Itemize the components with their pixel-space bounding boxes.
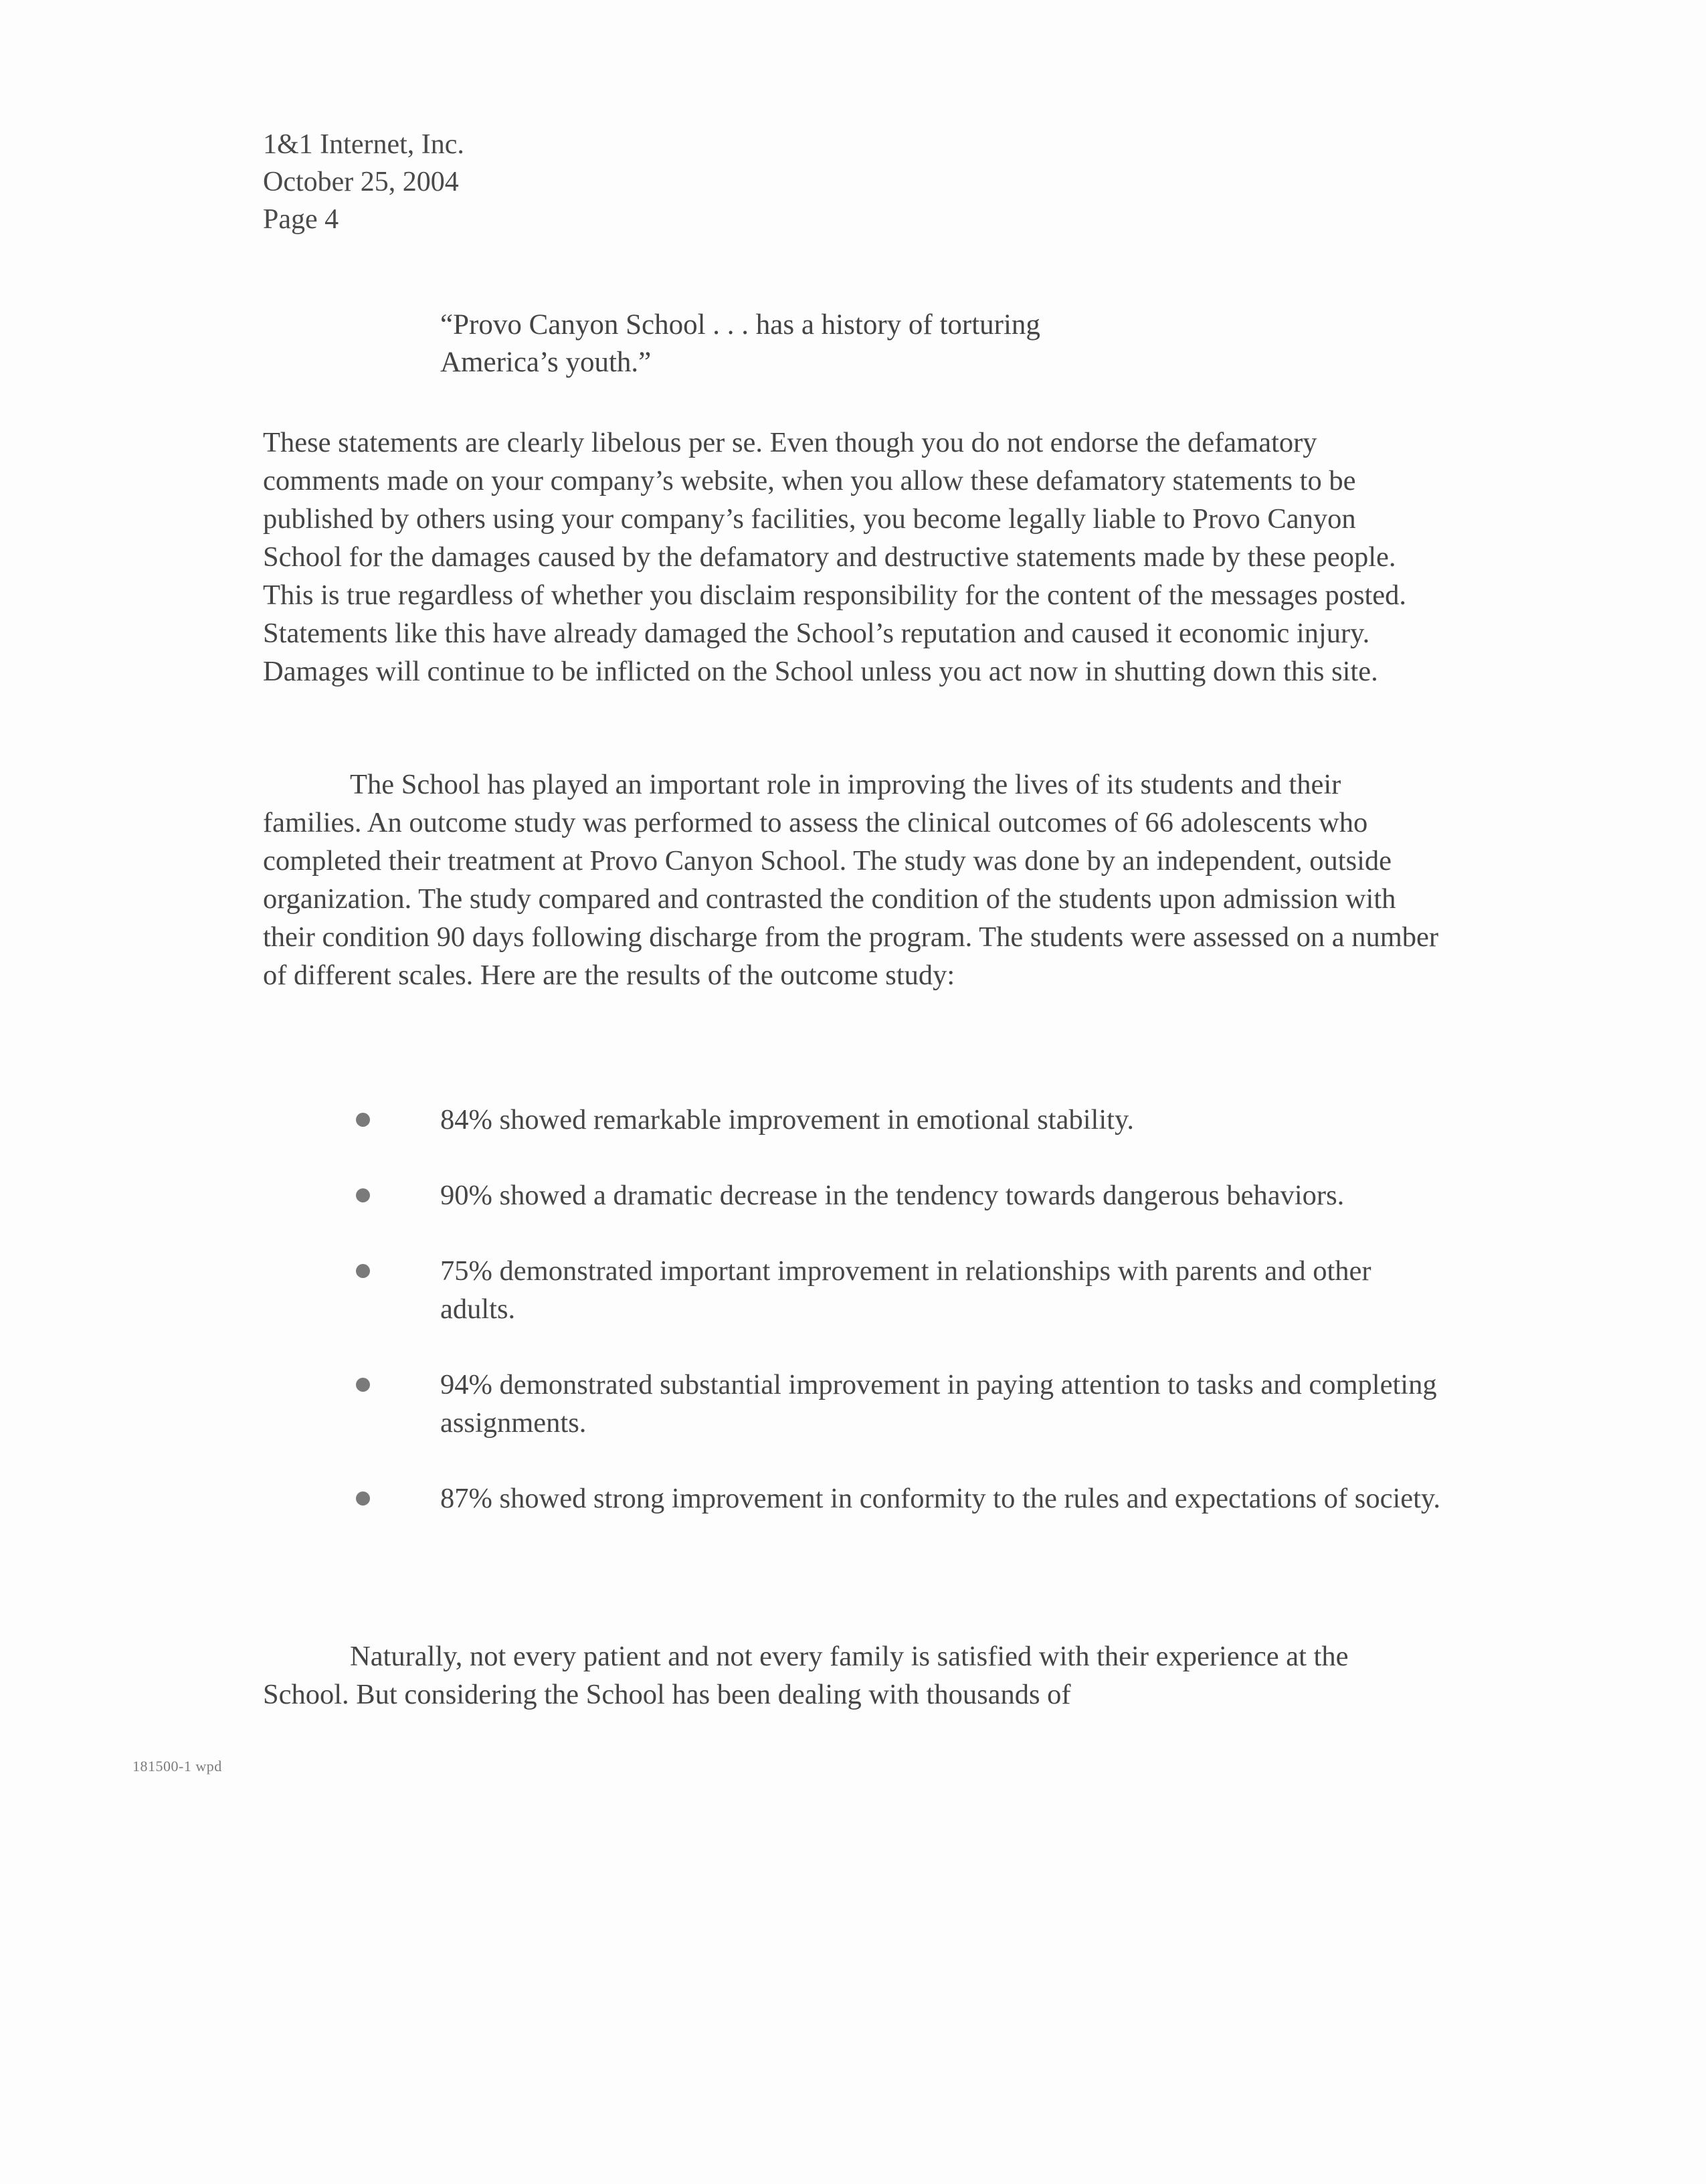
letter-header [263, 126, 464, 238]
recipient-company: 1&1 Internet, Inc. [263, 129, 464, 160]
list-item [348, 1252, 1452, 1328]
list-item [348, 1366, 1452, 1442]
paragraph-libel: These statements are clearly libelous per se. Even though you do not endorse the defamatory comments made on your company’s website, when you allow these defamatory statements to be published by others using your company’s facilities, you become legally liable to Provo Canyon School for the damages caused by the defamatory and destructive statements made by these people. This is true regardless of whether you disclaim responsibility for the content of the messages posted. Statements like this have already damaged the School’s reputation and caused it economic injury. Damages will continue to be inflicted on the School unless you act now in shutting down this site. [263, 427, 1407, 687]
bullet-icon [356, 1264, 370, 1278]
list-item [348, 1479, 1452, 1518]
page-number: Page 4 [263, 204, 339, 235]
letter-date: October 25, 2004 [263, 167, 459, 197]
bullet-icon [356, 1378, 370, 1392]
bullet-icon [356, 1491, 370, 1506]
quote-line-2: America’s youth.” [440, 347, 652, 378]
list-item-text: 90% showed a dramatic decrease in the tendency towards dangerous behaviors. [440, 1180, 1345, 1211]
bullet-icon [356, 1188, 370, 1202]
quote-line-1: “Provo Canyon School . . . has a history of torturing [440, 309, 1040, 341]
list-item-text: 75% demonstrated important improvement in relationships with parents and other adults. [440, 1255, 1371, 1325]
paragraph-outcome-study: The School has played an important role in improving the lives of its students and their families. An outcome study was performed to assess the clinical outcomes of 66 adolescents who completed their treatment at Provo Canyon School. The study was done by an independent, outside organization. The study compared and contrasted the condition of the students upon admission with their condition 90 days following discharge from the program. The students were assessed on a number of different scales. Here are the results of the outcome study: [263, 769, 1439, 991]
document-code: 181500-1 wpd [132, 1758, 222, 1774]
bullet-icon [356, 1113, 370, 1127]
block-quote [440, 306, 1243, 381]
list-item [348, 1176, 1452, 1214]
paragraph-satisfaction: Naturally, not every patient and not every family is satisfied with their experience at the School. But considering the School has been dealing with thousands of [263, 1641, 1349, 1710]
list-item-text: 94% demonstrated substantial improvement in paying attention to tasks and completing assignments. [440, 1369, 1437, 1439]
list-item-text: 87% showed strong improvement in conformity to the rules and expectations of society. [440, 1483, 1441, 1514]
list-item-text: 84% showed remarkable improvement in emotional stability. [440, 1104, 1135, 1135]
outcome-results-list [348, 1101, 1452, 1518]
list-item [348, 1101, 1452, 1139]
